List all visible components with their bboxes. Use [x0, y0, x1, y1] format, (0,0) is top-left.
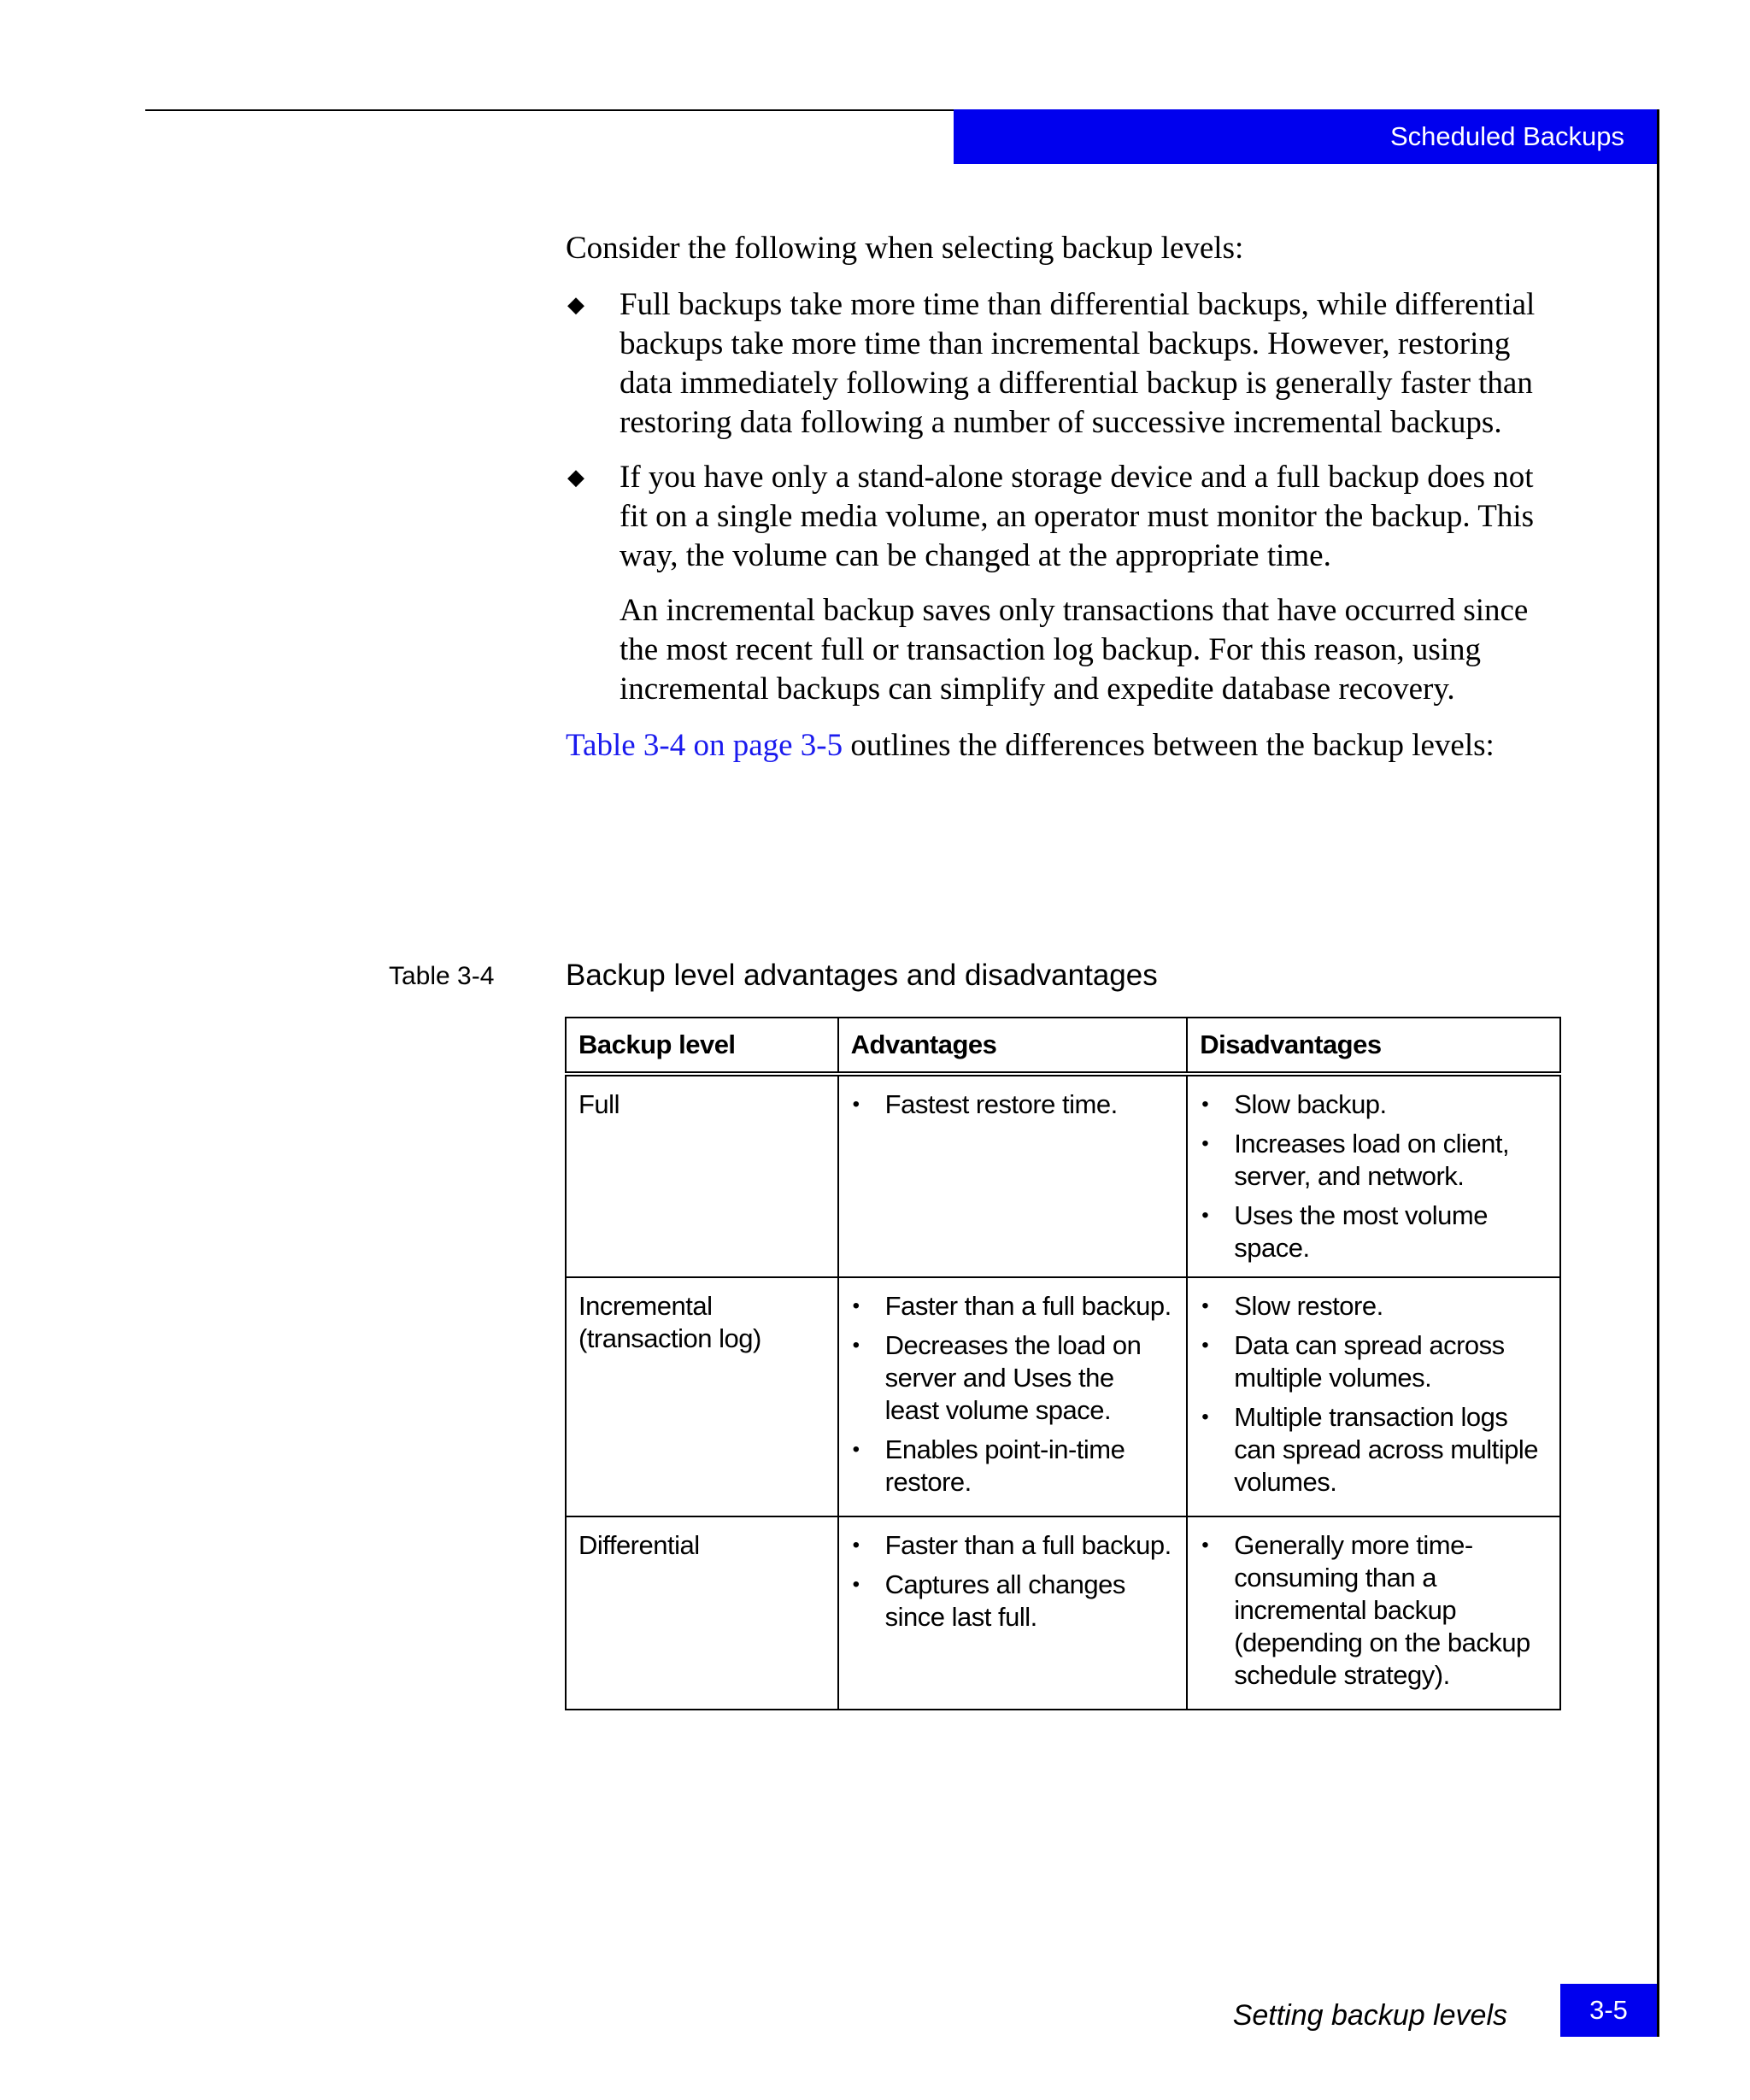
- list-item: [1200, 1128, 1547, 1193]
- body-content: [566, 229, 1565, 766]
- table-reference-link[interactable]: Table 3-4 on page 3-5: [566, 728, 843, 763]
- table-header-row: [566, 1018, 1560, 1074]
- disadvantage-text: Data can spread across multiple volumes.: [1234, 1330, 1505, 1393]
- dot-bullet-icon: •: [852, 1534, 860, 1557]
- cell-advantages: [838, 1516, 1188, 1710]
- cell-advantages: [838, 1277, 1188, 1516]
- dot-bullet-icon: •: [1201, 1294, 1209, 1317]
- list-item: [1200, 1200, 1547, 1264]
- list-item: [1200, 1088, 1547, 1121]
- list-item: [851, 1329, 1175, 1427]
- list-item: [851, 1088, 1175, 1121]
- header-section-bar: [954, 109, 1659, 164]
- header-rule: [145, 109, 954, 111]
- disadvantage-text: Slow backup.: [1234, 1089, 1387, 1119]
- list-item: [851, 1434, 1175, 1499]
- sub-paragraph: An incremental backup saves only transactions that have occurred since the most recent full or transaction log backup. For this reason, using incremental backups can simplify and expedite database recovery.: [620, 593, 1529, 707]
- table-row: [566, 1074, 1560, 1277]
- dot-bullet-icon: •: [1201, 1334, 1209, 1357]
- table-row: [566, 1516, 1560, 1710]
- advantage-text: Decreases the load on server and Uses the least volume space.: [884, 1330, 1142, 1425]
- disadvantage-text: Slow restore.: [1234, 1291, 1383, 1321]
- page-number-box: [1560, 1984, 1657, 2037]
- dot-bullet-icon: •: [852, 1093, 860, 1116]
- dot-bullet-icon: •: [852, 1438, 860, 1461]
- disadvantage-text: Generally more time-consuming than a incremental backup (depending on the backup schedule strategy).: [1234, 1530, 1530, 1690]
- dot-bullet-icon: •: [1201, 1534, 1209, 1557]
- dot-bullet-icon: •: [1201, 1132, 1209, 1155]
- list-item: [1200, 1329, 1547, 1394]
- footer-section-name: Setting backup levels: [1232, 1999, 1507, 2032]
- header-disadvantages: Disadvantages: [1187, 1018, 1560, 1074]
- dot-bullet-icon: •: [1201, 1093, 1209, 1116]
- cell-disadvantages: [1187, 1516, 1560, 1710]
- cell-level: Differential: [566, 1516, 838, 1710]
- list-item: [1200, 1290, 1547, 1323]
- list-item: [1200, 1401, 1547, 1499]
- disadvantage-text: Multiple transaction logs can spread across multiple volumes.: [1234, 1402, 1539, 1497]
- list-item: [851, 1569, 1175, 1634]
- bullet-text: Full backups take more time than differential backups, while differential backups take more time than incremental backups. However, restoring data immediately following a differential backup is generally faster than restoring data following a number of successive incremental backups.: [620, 287, 1536, 440]
- cell-disadvantages: [1187, 1074, 1560, 1277]
- bullet-text: If you have only a stand-alone storage device and a full backup does not fit on a single media volume, an operator must monitor the backup. This way, the volume can be changed at the appropriate time.: [620, 460, 1535, 573]
- cell-level: Full: [566, 1074, 838, 1277]
- diamond-bullet-icon: ◆: [567, 292, 584, 318]
- advantage-text: Captures all changes since last full.: [884, 1569, 1125, 1632]
- dot-bullet-icon: •: [852, 1573, 860, 1596]
- advantage-text: Enables point-in-time restore.: [884, 1434, 1125, 1497]
- header-section-title: Scheduled Backups: [1389, 121, 1624, 151]
- list-item: [851, 1290, 1175, 1323]
- table-title: Backup level advantages and disadvantages: [566, 959, 1158, 992]
- diamond-bullet-icon: ◆: [567, 465, 584, 490]
- bullet-item: [566, 285, 1565, 443]
- dot-bullet-icon: •: [1201, 1204, 1209, 1227]
- page-number: 3-5: [1589, 1995, 1628, 2025]
- intro-paragraph: Consider the following when selecting backup levels:: [566, 231, 1244, 266]
- disadvantage-text: Uses the most volume space.: [1234, 1200, 1488, 1263]
- list-item: [1200, 1529, 1547, 1692]
- advantage-text: Faster than a full backup.: [884, 1291, 1172, 1321]
- list-item: [851, 1529, 1175, 1562]
- advantage-text: Fastest restore time.: [884, 1089, 1118, 1119]
- header-advantages: Advantages: [838, 1018, 1188, 1074]
- dot-bullet-icon: •: [852, 1294, 860, 1317]
- right-margin-rule: [1657, 109, 1659, 2037]
- dot-bullet-icon: •: [1201, 1405, 1209, 1428]
- table-reference-text: outlines the differences between the backup levels:: [843, 728, 1495, 763]
- disadvantage-text: Increases load on client, server, and network.: [1234, 1129, 1510, 1191]
- dot-bullet-icon: •: [852, 1334, 860, 1357]
- table-row: [566, 1277, 1560, 1516]
- cell-disadvantages: [1187, 1277, 1560, 1516]
- bullet-item: [566, 458, 1565, 576]
- header-backup-level: Backup level: [566, 1018, 838, 1074]
- cell-advantages: [838, 1074, 1188, 1277]
- advantage-text: Faster than a full backup.: [884, 1530, 1172, 1560]
- table-label: Table 3-4: [389, 962, 495, 990]
- cell-level: Incremental (transaction log): [566, 1277, 838, 1516]
- table-reference-paragraph: [566, 726, 1565, 766]
- backup-level-table: [565, 1017, 1561, 1710]
- bullet-list: [566, 285, 1565, 576]
